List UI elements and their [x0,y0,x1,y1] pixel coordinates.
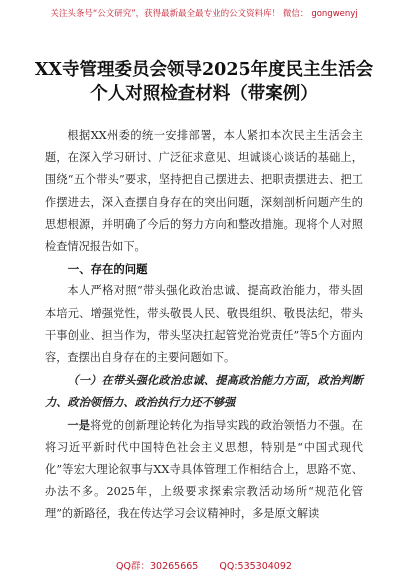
footer-bar [0,556,408,578]
subsection-heading: （一）在带头强化政治忠诚、提高政治能力方面，政治判断力、政治领悟力、政治执行力还不够强 [45,373,363,410]
section-heading: 一、存在的问题 [67,262,148,277]
banner-text: 关注头条号“公文研究”，获得最新最全最专业的公文资料库！ 微信： [50,9,309,19]
intro-paragraph: 根据XX州委的统一安排部署，本人紧扣本次民主生活会主题，在深入学习研讨、广泛征求意见、坦诚谈心谈话的基础上，围绕“五个带头”要求，坚持把自己摆进去、把职责摆进去、把工作摆进去，深入查摆自身存在的突出问题，深刻剖析问题产生的思想根源，并明确了今后的努力方向和整改措施。现将个人对照检查情况报告如下。 [45,129,363,254]
point-lead: 一是 [67,417,91,432]
document-body [45,125,363,526]
qq-number: QQ:535304092 [219,561,292,572]
point-text: 将党的创新理论转化为指导实践的政治领悟力不强。在将习近平新时代中国特色社会主义思想，特别是“中国式现代化”等宏大理论叙事与XX寺具体管理工作相结合上，思路不宽、办法不多。2025年，上级要求探索宗教活动场所“规范化管理”的新路径，我在传达学习会议精神时，多是原文解读 [45,418,363,521]
qq-group: QQ群：30265665 [116,561,199,572]
top-banner [0,2,408,26]
wechat-id: gongwenyj [311,9,358,19]
page-title: XX寺管理委员会领导2025年度民主生活会个人对照检查材料（带案例） [34,60,374,104]
point-paragraph [45,414,363,526]
section-paragraph: 本人严格对照“带头强化政治忠诚、提高政治能力，带头固本培元、增强党性，带头敬畏人民、敬畏组织、敬畏法纪，带头干事创业、担当作为，带头坚决扛起管党治党责任”等5个方面内容，查摆出自身存在的主要问题如下。 [45,284,363,365]
